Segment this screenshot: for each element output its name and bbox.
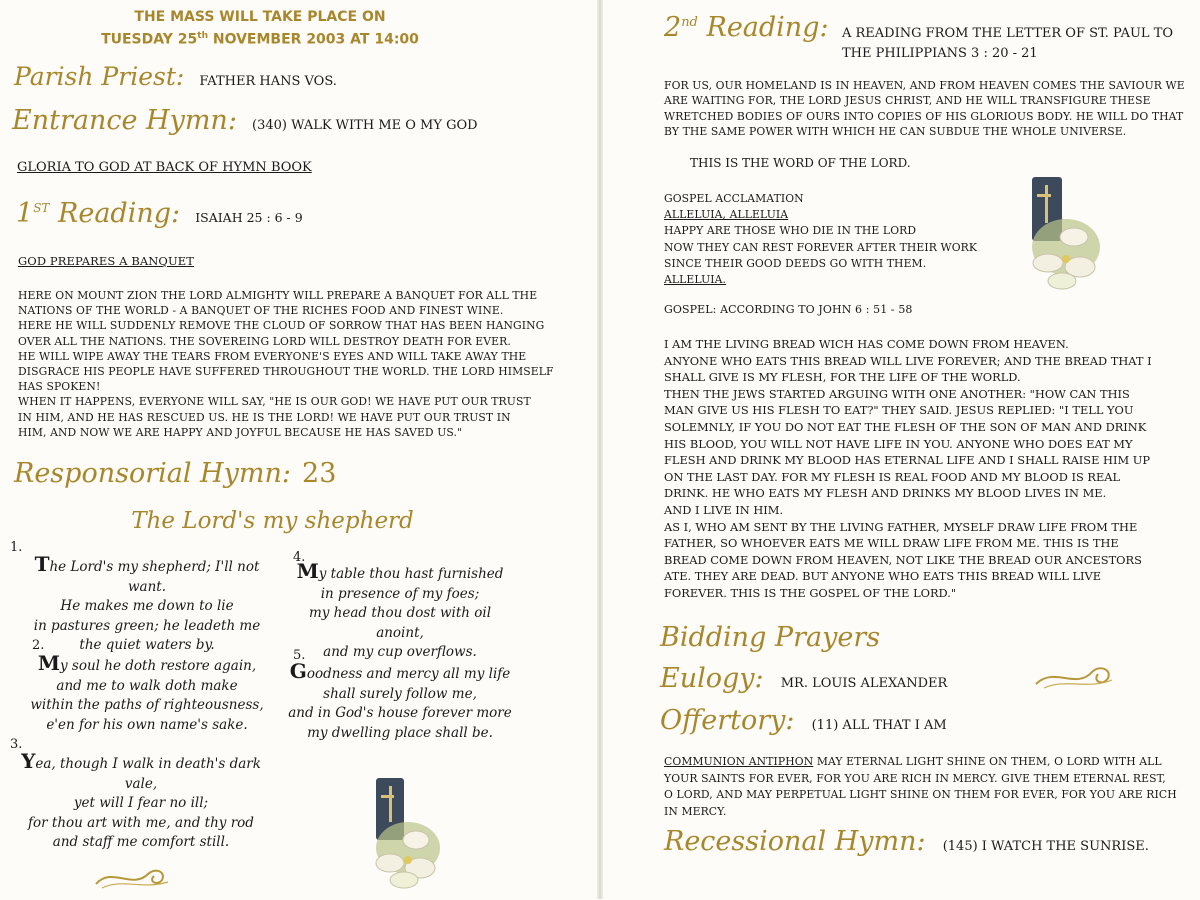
- communion-label: COMMUNION ANTIPHON: [664, 755, 814, 768]
- eulogy-value: MR. LOUIS ALEXANDER: [780, 676, 948, 691]
- second-reading-line: ARE WAITING FOR, THE LORD JESUS CHRIST, AND HE WILL TRANSFIGURE THESE: [664, 94, 1151, 108]
- stanza-line: Yea, though I walk in death's dark vale,: [21, 749, 261, 792]
- gospel-line: MAN GIVE US HIS FLESH TO EAT?" THEY SAID. JESUS REPLIED: "I TELL YOU: [664, 403, 1134, 418]
- communion-line: O LORD, AND MAY PERPETUAL LIGHT SHINE ON THEM FOR EVER, FOR YOU ARE RICH: [664, 788, 1177, 801]
- first-reading-line: HERE HE WILL SUDDENLY REMOVE THE CLOUD OF SORROW THAT HAS BEEN HANGING: [18, 319, 545, 333]
- offertory-heading: Offertory:: [660, 705, 795, 736]
- hymn-stanza: [22, 651, 272, 735]
- stanza-line: for thou art with me, and thy rod: [28, 814, 254, 831]
- first-reading-line: HIM, AND NOW WE ARE HAPPY AND JOYFUL BECAUSE HE HAS SAVED US.": [18, 425, 463, 439]
- gospel-line: HIS BLOOD, YOU WILL NOT HAVE LIFE IN YOU. ANYONE WHO DOES EAT MY: [664, 436, 1133, 451]
- gospel-line: SHALL GIVE IS MY FLESH, FOR THE LIFE OF THE WORLD.: [664, 370, 1021, 385]
- hymn-stanza: [22, 552, 272, 656]
- entrance-hymn-value: (340) WALK WITH ME O MY GOD: [252, 118, 478, 133]
- stanza-line: in presence of my foes;: [320, 585, 480, 602]
- first-reading-line: NATIONS OF THE WORLD - A BANQUET OF THE RICHES FOOD AND FINEST WINE.: [18, 304, 504, 318]
- second-reading-reference: [842, 24, 1173, 64]
- gloria-note: GLORIA TO GOD AT BACK OF HYMN BOOK: [17, 160, 312, 175]
- entrance-hymn-heading: Entrance Hymn:: [12, 105, 237, 136]
- acclamation-alleluia: ALLELUIA, ALLELUIA: [664, 208, 789, 222]
- drop-cap: T: [34, 552, 50, 576]
- stanza-line: My table thou hast furnished: [296, 559, 504, 583]
- eulogy-heading: Eulogy:: [660, 663, 764, 694]
- second-reading-ref-line1: A READING FROM THE LETTER OF ST. PAUL TO: [842, 26, 1174, 41]
- bidding-prayers-heading: Bidding Prayers: [660, 622, 881, 653]
- stanza-line: My soul he doth restore again,: [37, 651, 257, 675]
- right-page: [602, 0, 1200, 899]
- gospel-line: BREAD COME DOWN FROM HEAVEN, NOT LIKE THE BREAD OUR ANCESTORS: [664, 552, 1142, 567]
- communion-line: IN MERCY.: [664, 804, 727, 818]
- first-reading-line: IN HIM, AND HE HAS RESCUED US. HE IS THE LORD! WE HAVE PUT OUR TRUST IN: [18, 410, 511, 424]
- parish-priest-value: FATHER HANS VOS.: [199, 74, 337, 89]
- gospel-line: ATE. THEY ARE DEAD. BUT ANYONE WHO EATS THIS BREAD WILL LIVE: [664, 569, 1102, 584]
- recessional-heading: Recessional Hymn:: [664, 826, 926, 857]
- stanza-line: within the paths of righteousness,: [30, 697, 264, 713]
- drop-cap: G: [289, 659, 307, 683]
- gospel-line: FATHER, SO WHOEVER EATS ME WILL DRAW LIFE FROM ME. THIS IS THE: [664, 536, 1119, 551]
- stanza-line: my dwelling place shall be.: [307, 724, 493, 741]
- gospel-acclamation: [664, 191, 977, 288]
- stanza-number: 5.: [293, 648, 306, 663]
- entrance-hymn-row: [12, 105, 478, 136]
- gospel-line: AS I, WHO AM SENT BY THE LIVING FATHER, MYSELF DRAW LIFE FROM THE: [664, 519, 1138, 534]
- hymn-stanza: [10, 749, 272, 853]
- drop-cap: M: [296, 559, 319, 583]
- left-page: [0, 0, 600, 899]
- hymn-stanza: [285, 659, 515, 743]
- responsorial-row: [14, 458, 336, 489]
- second-reading-heading: 2nd Reading:: [664, 12, 829, 43]
- acclamation-title: GOSPEL ACCLAMATION: [664, 192, 804, 205]
- first-reading-line: WHEN IT HAPPENS, EVERYONE WILL SAY, "HE IS OUR GOD! WE HAVE PUT OUR TRUST: [18, 395, 531, 409]
- gospel-line: DRINK. HE WHO EATS MY FLESH AND DRINKS MY BLOOD LIVES IN ME.: [664, 486, 1107, 501]
- offertory-value: (11) ALL THAT I AM: [811, 718, 947, 733]
- stanza-number: 3.: [10, 737, 23, 752]
- parish-priest-row: [14, 62, 337, 91]
- flourish-icon: [92, 864, 172, 892]
- stanza-line: yet will I fear no ill;: [73, 795, 209, 811]
- stanza-line: The Lord's my shepherd; I'll not want.: [34, 552, 260, 595]
- drop-cap: Y: [21, 749, 36, 773]
- stanza-line: the quiet waters by.: [79, 637, 215, 653]
- flourish-icon: [1032, 660, 1116, 694]
- stanza-line: my head thou dost with oil anoint,: [308, 605, 492, 641]
- gospel-line: ON THE LAST DAY. FOR MY FLESH IS REAL FOOD AND MY BLOOD IS REAL: [664, 469, 1121, 484]
- drop-cap: M: [37, 651, 60, 675]
- gospel-line: THEN THE JEWS STARTED ARGUING WITH ONE ANOTHER: "HOW CAN THIS: [664, 386, 1130, 401]
- parish-priest-heading: Parish Priest:: [14, 62, 185, 91]
- first-reading-reference: ISAIAH 25 : 6 - 9: [195, 210, 303, 225]
- acclamation-line: NOW THEY CAN REST FOREVER AFTER THEIR WORK: [664, 240, 978, 254]
- first-reading-line: OVER ALL THE NATIONS. THE SOVEREING LORD WILL DESTROY DEATH FOR EVER.: [18, 334, 511, 348]
- header-line2: TUESDAY 25th NOVEMBER 2003 AT 14:00: [101, 31, 419, 48]
- gospel-text: [664, 336, 1184, 602]
- second-reading-closing: THIS IS THE WORD OF THE LORD.: [690, 156, 911, 170]
- second-reading-line: BY THE SAME POWER WITH WHICH HE CAN SUBDUE THE WHOLE UNIVERSE.: [664, 124, 1127, 138]
- stanza-line: and staff me comfort still.: [52, 834, 230, 850]
- gospel-line: FLESH AND DRINK MY BLOOD HAS ETERNAL LIFE AND I SHALL RAISE HIM UP: [664, 453, 1151, 468]
- gospel-reference: GOSPEL: ACCORDING TO JOHN 6 : 51 - 58: [664, 303, 913, 316]
- recessional-row: [664, 826, 1149, 857]
- stanza-line: He makes me down to lie: [60, 598, 234, 614]
- first-reading-text: [18, 288, 554, 440]
- stanza-line: and my cup overflows.: [323, 644, 477, 660]
- responsorial-number: 23: [302, 458, 337, 489]
- second-reading-text: [664, 78, 1184, 139]
- stanza-line: in pastures green; he leadeth me: [33, 617, 261, 634]
- recessional-value: (145) I WATCH THE SUNRISE.: [942, 839, 1149, 854]
- header-line1: THE MASS WILL TAKE PLACE ON: [134, 9, 386, 25]
- flower-cross-icon: [360, 768, 450, 896]
- responsorial-heading: Responsorial Hymn:: [14, 458, 291, 489]
- communion-antiphon: [664, 754, 1194, 820]
- flower-cross-icon: [1014, 165, 1109, 297]
- stanza-line: Goodness and mercy all my life: [289, 659, 511, 683]
- first-reading-row: [16, 198, 303, 229]
- acclamation-line: HAPPY ARE THOSE WHO DIE IN THE LORD: [664, 224, 917, 238]
- stanza-line: shall surely follow me,: [323, 685, 477, 702]
- communion-line: YOUR SAINTS FOR EVER, FOR YOU ARE RICH IN MERCY. GIVE THEM ETERNAL REST,: [664, 771, 1166, 785]
- stanza-line: e'en for his own name's sake.: [46, 716, 248, 733]
- gospel-line: SOLEMNLY, IF YOU DO NOT EAT THE FLESH OF THE SON OF MAN AND DRINK: [664, 419, 1147, 434]
- stanza-number: 2.: [32, 638, 45, 653]
- stanza-line: and in God's house forever more: [288, 705, 512, 721]
- offertory-row: [660, 705, 947, 736]
- gospel-line: I AM THE LIVING BREAD WICH HAS COME DOWN FROM HEAVEN.: [664, 337, 1069, 351]
- gospel-line: AND I LIVE IN HIM.: [664, 502, 784, 517]
- first-reading-title: GOD PREPARES A BANQUET: [18, 254, 195, 268]
- second-reading-line: FOR US, OUR HOMELAND IS IN HEAVEN, AND FROM HEAVEN COMES THE SAVIOUR WE: [664, 79, 1185, 92]
- second-reading-ref-line2: THE PHILIPPIANS 3 : 20 - 21: [842, 46, 1038, 61]
- communion-first-line: MAY ETERNAL LIGHT SHINE ON THEM, O LORD WITH ALL: [816, 755, 1162, 768]
- first-reading-heading: 1ST Reading:: [16, 198, 181, 229]
- first-reading-line: HAS SPOKEN!: [18, 380, 101, 394]
- stanza-line: and me to walk doth make: [56, 677, 238, 694]
- first-reading-line: HERE ON MOUNT ZION THE LORD ALMIGHTY WILL PREPARE A BANQUET FOR ALL THE: [18, 289, 538, 302]
- first-reading-line: DISGRACE HIS PEOPLE HAVE SUFFERED THROUGHOUT THE WORLD. THE LORD HIMSELF: [18, 365, 554, 379]
- stanza-number: 4.: [293, 550, 306, 565]
- mass-header: [80, 8, 440, 50]
- hymn-title: The Lord's my shepherd: [131, 508, 414, 534]
- acclamation-final: ALLELUIA.: [664, 273, 727, 287]
- first-reading-line: HE WILL WIPE AWAY THE TEARS FROM EVERYONE'S EYES AND WILL TAKE AWAY THE: [18, 349, 527, 363]
- gospel-line: FOREVER. THIS IS THE GOSPEL OF THE LORD.": [664, 585, 957, 600]
- eulogy-row: [660, 663, 947, 694]
- second-reading-line: WRETCHED BODIES OF OURS INTO COPIES OF HIS GLORIOUS BODY. HE WILL DO THAT: [664, 109, 1184, 123]
- acclamation-line: SINCE THEIR GOOD DEEDS GO WITH THEM.: [664, 256, 927, 270]
- hymn-stanza: [285, 559, 515, 663]
- stanza-number: 1.: [10, 540, 23, 555]
- gospel-line: ANYONE WHO EATS THIS BREAD WILL LIVE FOREVER; AND THE BREAD THAT I: [664, 353, 1152, 368]
